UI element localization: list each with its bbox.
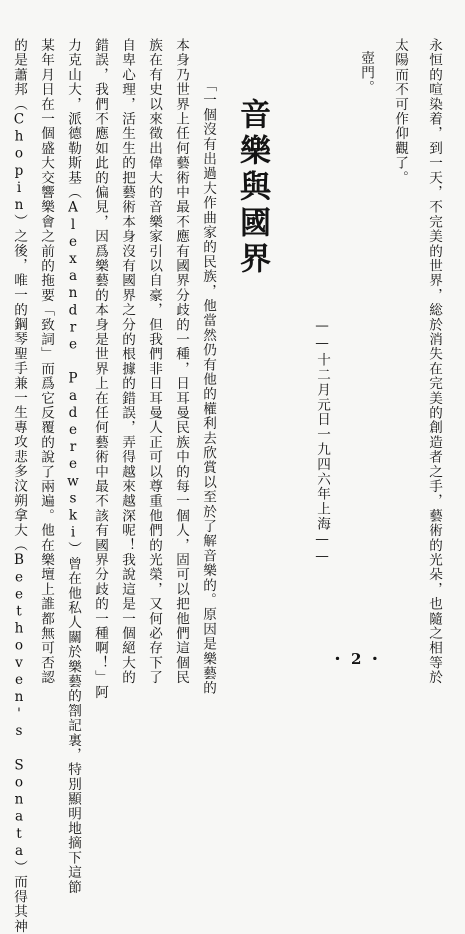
body-column-6: 力克山大，派德勒斯基（Alexandre Paderewski）曾在他私人關於樂藝的劄記裏，特別顯明地摘下這節	[65, 38, 81, 895]
article-title: 音樂與國界	[234, 98, 270, 278]
dateline: ——十二月元日一九四六年上海——	[314, 318, 330, 566]
body-column-1: 「一個沒有出過大作曲家的民族，他當然仍有他的權利去欣賞以至於了解音樂的。原因是樂藝的	[200, 78, 216, 696]
body-column-5: 錯誤，我們不應如此的偏見，因爲樂藝的本身是世界上在任何藝術中最不該有國界分歧的一種啊！」阿	[92, 38, 108, 700]
body-column-7: 某年月日在一個盛大交響樂會之前的拖要「致詞」而爲它反覆的說了兩遍。他在樂壇上誰都無可否認	[38, 38, 54, 685]
body-column-3: 族在有史以來徵出偉大的音樂家引以自豪，但我們非日耳曼人正可以尊重他們的光榮，又何必存下了	[146, 38, 162, 685]
body-column-8: 的是蕭邦（Chopin）之後，唯一的鋼琴聖手兼一生專攻悲多汶朔拿大（Beethoven's Sonata）而得其神	[11, 38, 27, 934]
text-column-2: 太陽而不可作仰觀了。	[392, 38, 408, 185]
body-column-4: 自卑心理，活生生的把藝術本身沒有國界之分的根據的錯誤，弄得越來越深呢！我說這是一個絕大的	[119, 38, 135, 685]
text-column-1: 永恒的喧染着，到一天，不完美的世界，総於消失在完美的創造者之手，藝術的光朵，也隨之相等於	[426, 38, 442, 685]
body-column-2: 本身乃世界上任何藝術中最不應有國界分歧的一種，日耳曼民族中的每一個人，固可以把他們這個民	[173, 38, 189, 685]
signature-line: 壺門。	[358, 36, 374, 95]
page-number: ・2・	[330, 650, 389, 668]
